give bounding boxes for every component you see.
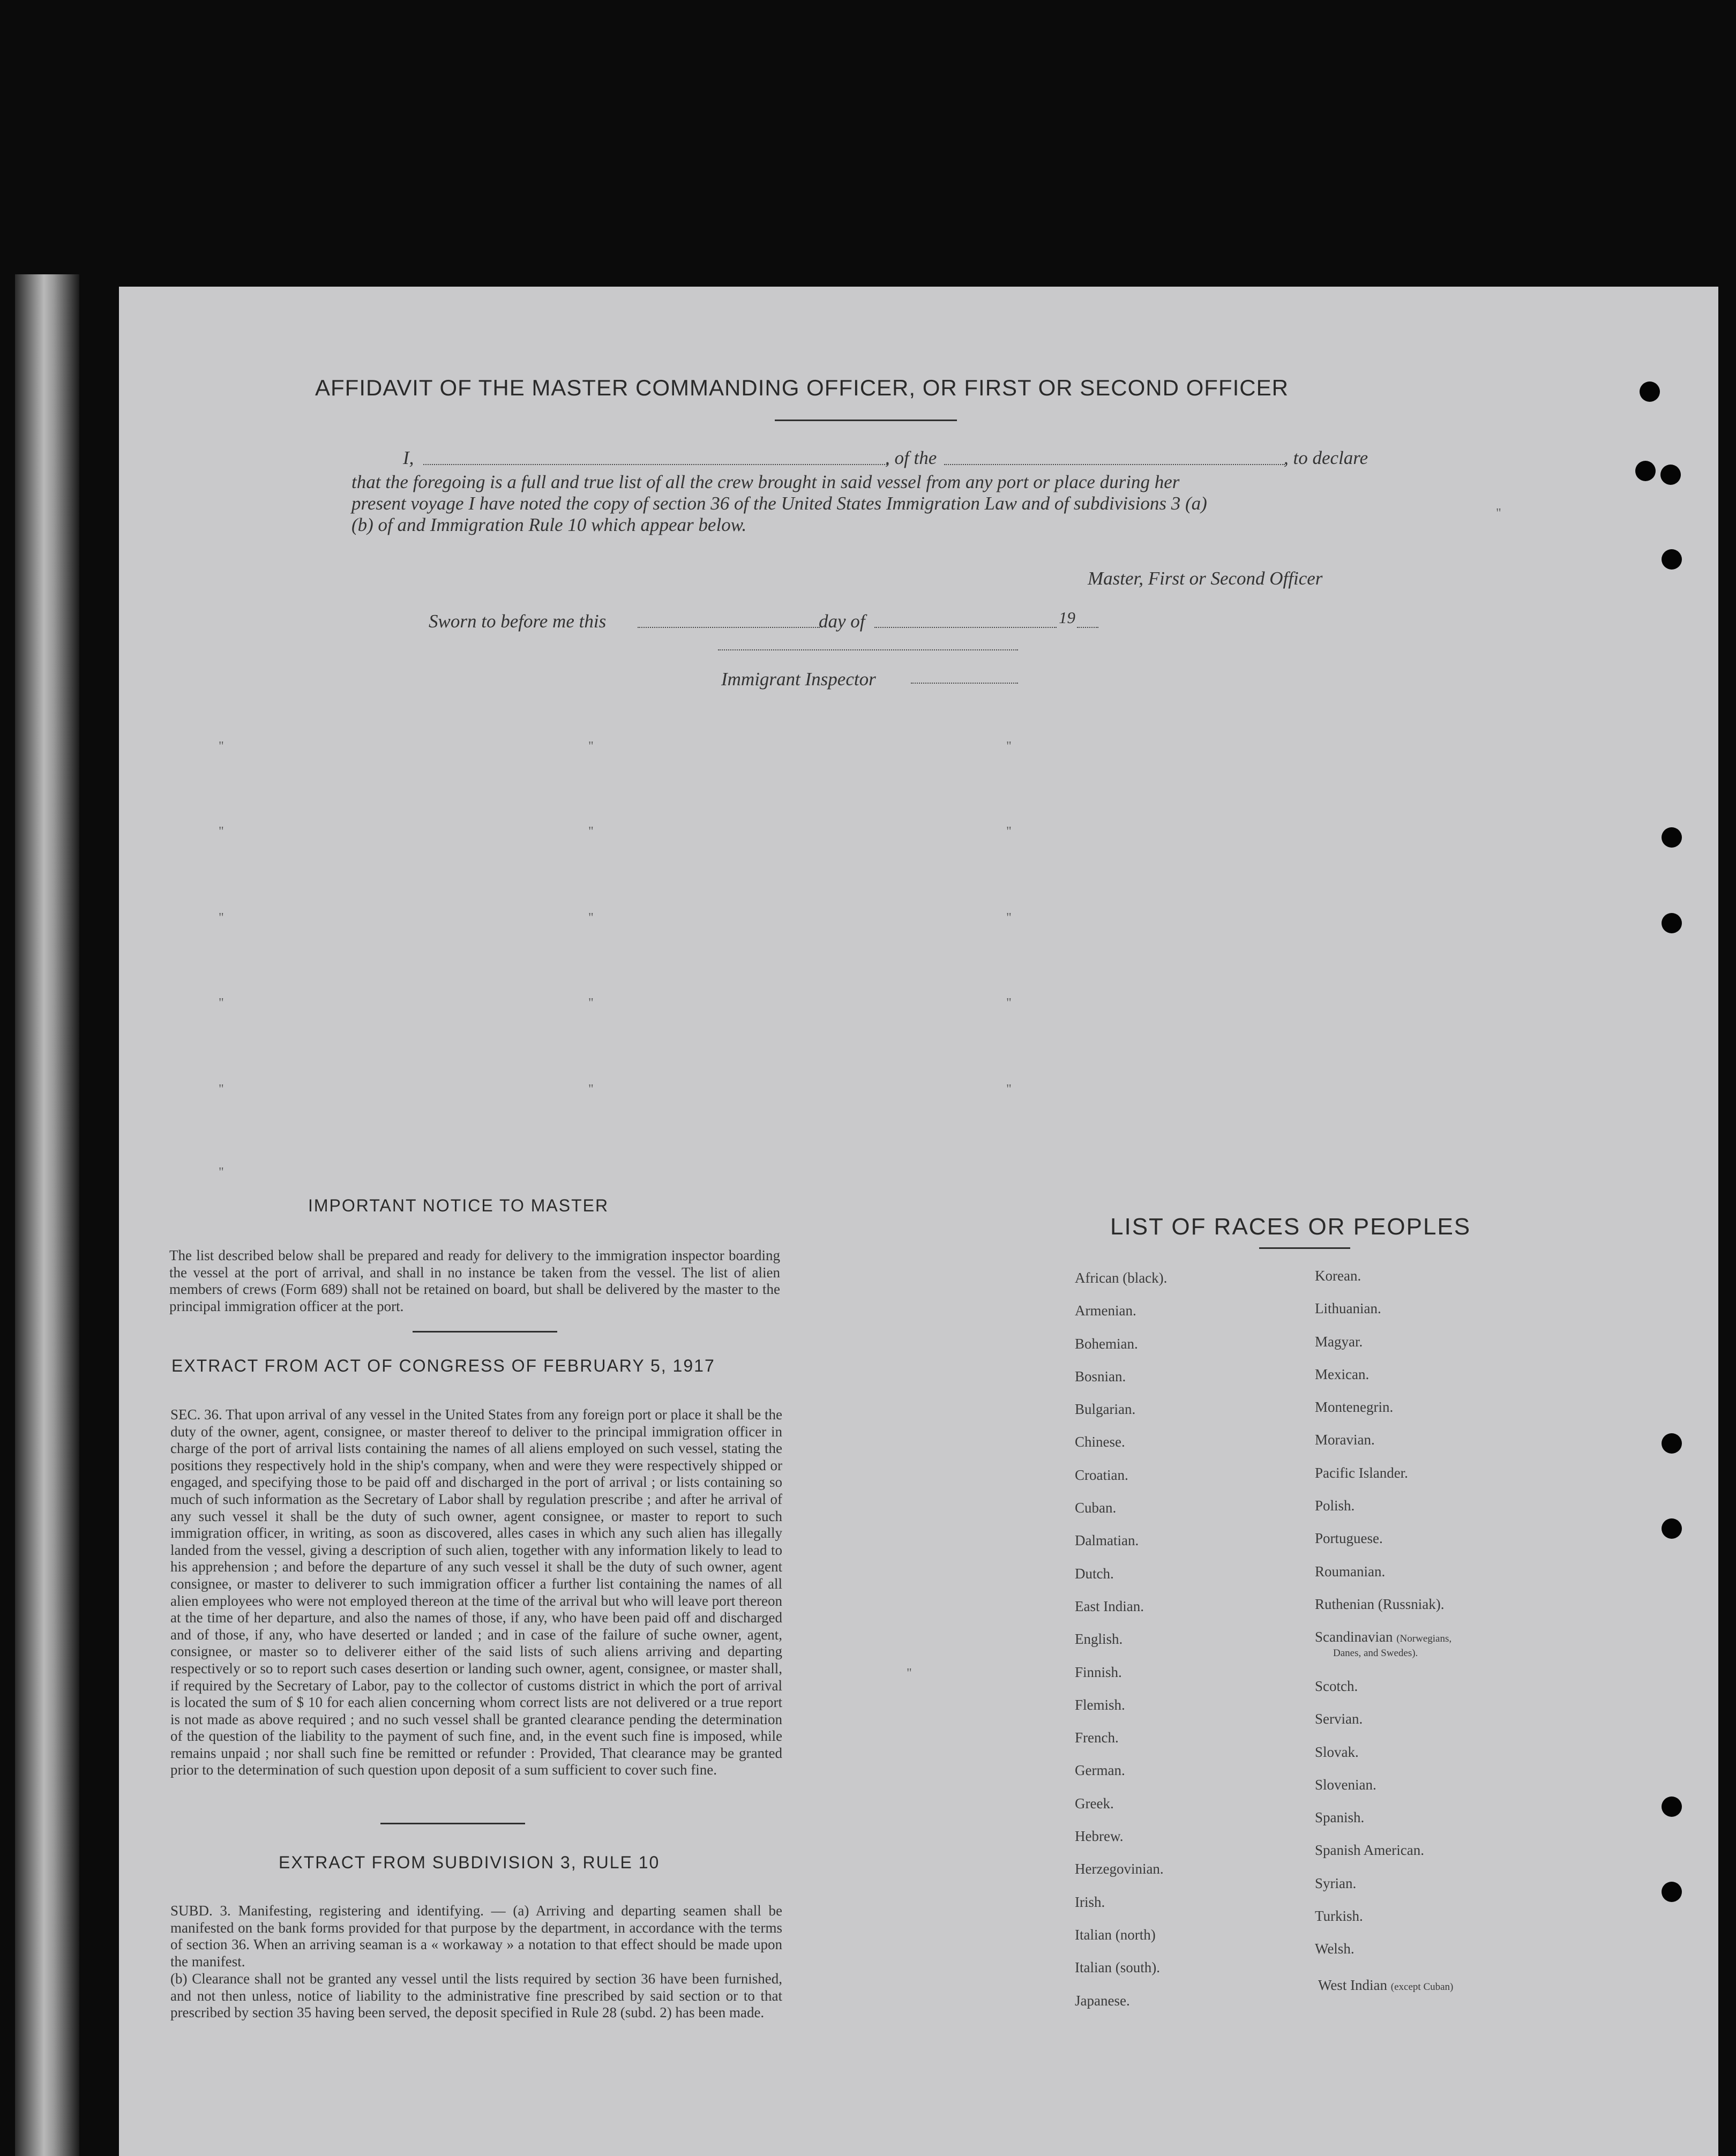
- race-item: French.: [1075, 1730, 1119, 1746]
- race-item: Moravian.: [1315, 1432, 1375, 1448]
- sworn-day-field[interactable]: [638, 627, 820, 628]
- punch-hole: [1662, 1433, 1682, 1454]
- bleed-mark: ": [588, 911, 594, 925]
- race-item: Ruthenian (Russniak).: [1315, 1596, 1445, 1612]
- punch-hole: [1662, 1882, 1682, 1902]
- affidavit-title: AFFIDAVIT OF THE MASTER COMMANDING OFFICER, OR FIRST OR SECOND OFFICER: [315, 375, 1289, 400]
- race-item: Pacific Islander.: [1315, 1464, 1408, 1481]
- race-item: Irish.: [1075, 1893, 1105, 1910]
- race-item: Korean.: [1315, 1268, 1361, 1284]
- inspector-signature-line: [911, 683, 1018, 684]
- race-item: Turkish.: [1315, 1908, 1363, 1925]
- race-item: Hebrew.: [1075, 1828, 1124, 1845]
- race-item: Herzegovinian.: [1075, 1861, 1164, 1877]
- race-item: German.: [1075, 1762, 1125, 1779]
- affidavit-line1-of: , of the: [885, 447, 937, 468]
- bleed-mark: ": [219, 825, 224, 839]
- race-item: Greek.: [1075, 1795, 1114, 1811]
- officer-label: Master, First or Second Officer: [1088, 568, 1323, 589]
- race-item: Welsh.: [1315, 1941, 1355, 1957]
- punch-hole: [1660, 465, 1681, 485]
- race-item: Slovenian.: [1315, 1776, 1376, 1793]
- race-item: Spanish American.: [1315, 1842, 1424, 1859]
- race-item: Slovak.: [1315, 1743, 1359, 1760]
- vessel-name-field[interactable]: [944, 464, 1285, 465]
- bleed-mark: ": [219, 996, 224, 1010]
- act-heading: EXTRACT FROM ACT OF CONGRESS OF FEBRUARY 5, 1917: [171, 1356, 715, 1375]
- race-scandinavian-note: (Norwegians,: [1396, 1633, 1452, 1644]
- affidavit-line3: present voyage I have noted the copy of section 36 of the United States Immigration Law and of subdivisions 3 (a): [351, 493, 1207, 514]
- act-rule: [380, 1823, 525, 1824]
- bleed-mark: ": [1006, 996, 1012, 1010]
- affidavit-line4: (b) of and Immigration Rule 10 which appear below.: [351, 514, 747, 535]
- punch-hole: [1662, 827, 1682, 848]
- races-column-1: [1075, 1270, 1167, 2025]
- bleed-mark: ": [1496, 506, 1501, 520]
- races-column-2: [1315, 1268, 1444, 1629]
- notice-text: The list described below shall be prepared and ready for delivery to the immigration inspector boarding the vessel at the port of arrival, and shall in no instance be taken from the vessel. The list of alien members of crews (Form 689) shall not be retained on board, but shall be delivered by the master to the principal immigration officer at the port.: [169, 1247, 780, 1314]
- inspector-signature-field[interactable]: [718, 649, 1018, 650]
- act-text: SEC. 36. That upon arrival of any vessel in the United States from any foreign port or place it shall be the duty of the owner, agent, consignee, or master thereof to deliver to the principal immigration officer in charge of the port of arrival lists containing the names of all aliens employed on such vessel, stating the positions they respectively hold in the ship's company, when and were they were respectively shipped or engaged, and specifying those to be paid off and discharged in the port of arrival ; or lists containing so much of such information as the Secretary of Labor shall by regulation prescribe ; and after he arrival of any such vessel it shall be the duty of such owner, agent consignee, or master to report to such immigration officer, in writing, as soon as discovered, alles cases in which any such alien has illegally landed from the vessel, giving a description of such alien, together with any information likely to lead to his apprehension ; and before the departure of any such vessel it shall be the duty of such owner, agent consignee, or master to deliverer to such immigration officer a further list containing the names of all alien employees who were not employed thereon at the time of the arrival but who will leave port thereon at the time of her departure, and also the names of those, if any, who have been paid off and discharged and of those, if any, who have deserted or landed ; and in case of the failure of suche owner, agent, consignee, or master so to deliverer either of the said lists of such aliens arriving and departing respectively or so to report such cases desertion or landing such owner, agent, consignee, or master shall, if required by the Secretary of Labor, pay to the collector of customs district in which the port of arrival is located the sum of $ 10 for each alien concerning whom correct lists are not delivered or a true report is not made as above required ; and no such vessel shall be granted clearance pending the determination of the question of the liability to the payment of such fine, and, in the event such fine is imposed, while remains unpaid ; nor shall such fine be remitted or refunder : Provided, That clearance may be granted prior to the determination of such question upon deposit of a sum sufficient to cover such fine.: [170, 1406, 782, 1778]
- race-item: Roumanian.: [1315, 1563, 1386, 1579]
- race-item-scandinavian: [1315, 1629, 1451, 1645]
- sworn-label: Sworn to before me this: [429, 611, 607, 632]
- punch-hole: [1662, 1518, 1682, 1539]
- race-item: Bosnian.: [1075, 1368, 1126, 1384]
- bleed-mark: ": [219, 911, 224, 925]
- race-west-indian-label: West Indian: [1318, 1977, 1388, 1993]
- race-item: Flemish.: [1075, 1696, 1125, 1713]
- bleed-mark: ": [219, 739, 224, 753]
- race-item: Bulgarian.: [1075, 1401, 1136, 1418]
- year-label: 19: [1059, 608, 1075, 627]
- punch-hole: [1662, 1796, 1682, 1817]
- sworn-year-field[interactable]: [1077, 627, 1098, 628]
- race-item: Dutch.: [1075, 1565, 1114, 1582]
- race-item: Servian.: [1315, 1711, 1363, 1727]
- race-item: Dalmatian.: [1075, 1532, 1139, 1549]
- race-item: Magyar.: [1315, 1333, 1363, 1350]
- races-rule: [1259, 1247, 1350, 1249]
- race-item: African (black).: [1075, 1270, 1168, 1286]
- race-item: Japanese.: [1075, 1992, 1130, 2009]
- race-item: English.: [1075, 1631, 1123, 1648]
- bleed-mark: ": [588, 825, 594, 839]
- binder-edge: [15, 274, 79, 2156]
- race-item-west-indian: [1318, 1977, 1453, 1994]
- rule-text-a: SUBD. 3. Manifesting, registering and identifying. — (a) Arriving and departing seamen shall be manifested on the bank forms provided for that purpose by the department, in accordance with the terms of section 36. When an arriving seaman is a « workaway » a notation to that effect should be made upon the manifest.: [170, 1903, 782, 1970]
- race-west-indian-note: (except Cuban): [1390, 1981, 1454, 1993]
- race-item: Italian (south).: [1075, 1959, 1160, 1976]
- bleed-mark: ": [1006, 739, 1012, 753]
- bleed-mark: ": [588, 1082, 594, 1096]
- master-name-field[interactable]: [423, 464, 887, 465]
- bleed-mark: ": [219, 1082, 224, 1096]
- bleed-mark: ": [219, 1165, 224, 1179]
- race-item: East Indian.: [1075, 1598, 1144, 1614]
- bleed-mark: ": [1006, 1082, 1012, 1096]
- day-of-label: day of: [819, 611, 865, 632]
- notice-rule: [413, 1331, 557, 1332]
- race-item: Scotch.: [1315, 1678, 1358, 1694]
- race-item: Spanish.: [1315, 1809, 1365, 1826]
- race-scandinavian-label: Scandinavian: [1315, 1629, 1393, 1645]
- punch-hole: [1635, 461, 1656, 481]
- bleed-mark: ": [1006, 911, 1012, 925]
- race-item: Syrian.: [1315, 1875, 1357, 1891]
- race-item: Mexican.: [1315, 1366, 1370, 1382]
- race-item: Finnish.: [1075, 1664, 1122, 1680]
- races-column-2b: [1315, 1678, 1424, 1974]
- race-item: Cuban.: [1075, 1500, 1117, 1516]
- notice-heading: IMPORTANT NOTICE TO MASTER: [308, 1196, 609, 1215]
- race-scandinavian-note-2: Danes, and Swedes).: [1333, 1648, 1418, 1659]
- race-item: Montenegrin.: [1315, 1399, 1394, 1416]
- affidavit-line2: that the foregoing is a full and true list of all the crew brought in said vessel from any port or place during her: [351, 471, 1180, 492]
- inspector-label: Immigrant Inspector: [721, 669, 876, 690]
- rule-heading: EXTRACT FROM SUBDIVISION 3, RULE 10: [279, 1853, 660, 1872]
- bleed-mark: ": [588, 739, 594, 753]
- sworn-month-field[interactable]: [874, 627, 1057, 628]
- race-item: Chinese.: [1075, 1434, 1125, 1450]
- race-item: Portuguese.: [1315, 1530, 1383, 1547]
- affidavit-line1-i: I,: [403, 447, 414, 468]
- races-heading: LIST OF RACES OR PEOPLES: [1110, 1214, 1471, 1240]
- race-item: Croatian.: [1075, 1466, 1128, 1483]
- rule-text-b: (b) Clearance shall not be granted any vessel until the lists required by section 36 have been furnished, and not then unless, notice of liability to the administrative fine prescribed by said section or to that prescribed by section 35 having been served, the deposit specified in Rule 28 (subd. 2) has been made.: [170, 1971, 782, 2020]
- bleed-mark: ": [907, 1666, 912, 1680]
- race-item: Polish.: [1315, 1498, 1355, 1514]
- race-item: Armenian.: [1075, 1302, 1136, 1319]
- bleed-mark: ": [1006, 825, 1012, 839]
- affidavit-line1-declare: , to declare: [1284, 447, 1368, 468]
- race-item: Lithuanian.: [1315, 1300, 1381, 1317]
- bleed-mark: ": [588, 996, 594, 1010]
- document-page: [119, 287, 1718, 2156]
- race-item: Bohemian.: [1075, 1335, 1138, 1352]
- punch-hole: [1662, 549, 1682, 570]
- race-item: Italian (north): [1075, 1926, 1156, 1943]
- title-rule: [775, 420, 957, 421]
- punch-hole: [1640, 381, 1660, 402]
- punch-hole: [1662, 913, 1682, 933]
